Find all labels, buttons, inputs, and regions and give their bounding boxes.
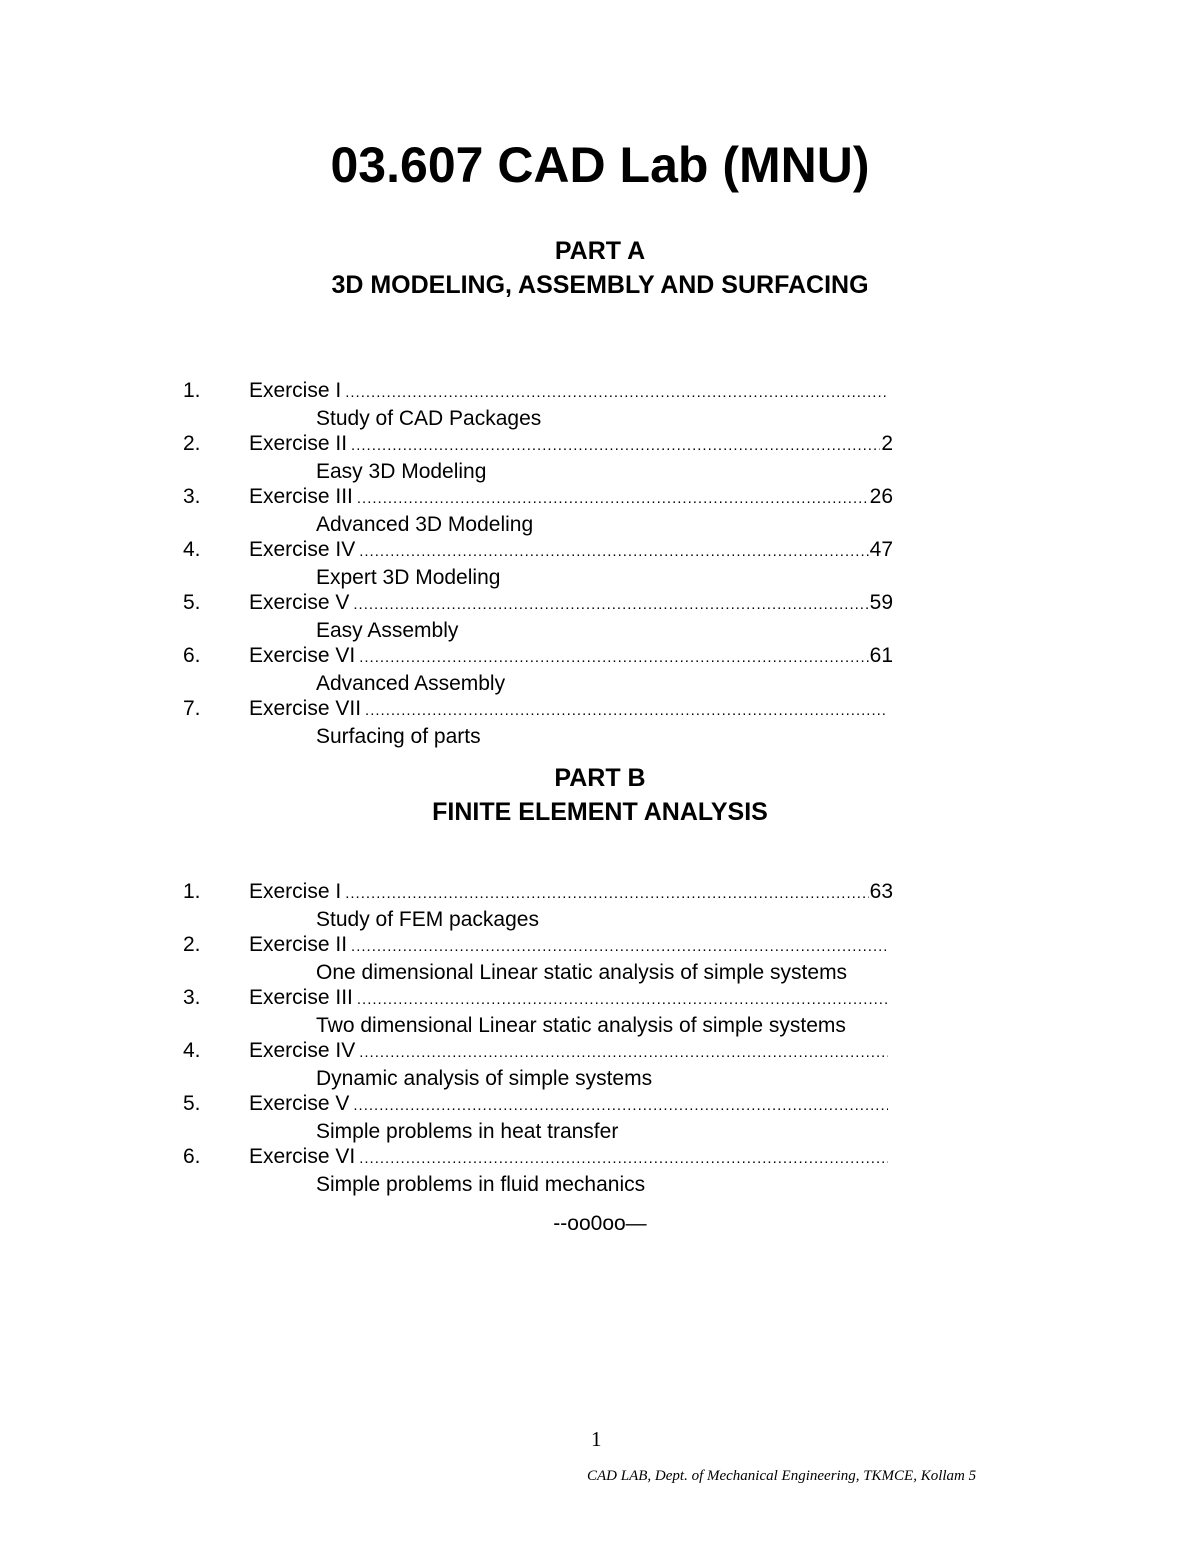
toc-entry-label: Exercise II [249,933,348,956]
toc-entry-number: 7. [183,697,201,720]
toc-dot-leader [353,592,868,618]
toc-entry-description: One dimensional Linear static analysis of simple systems [316,960,848,984]
toc-entry-label: Exercise V [249,591,350,614]
toc-entry [183,643,893,696]
page-number: 1 [591,1427,602,1451]
toc-entry [183,484,893,537]
toc-dot-leader [357,486,869,512]
toc-entry [183,431,893,484]
toc-entry-page: 61 [869,644,893,667]
toc-dot-leader [345,881,868,907]
toc-dot-leader [353,1093,888,1119]
toc-entry-number: 4. [183,1039,201,1062]
toc-entry-description: Simple problems in heat transfer [316,1119,619,1143]
toc-entry-row [183,932,893,960]
part-a-toc [183,378,893,749]
document-title: 03.607 CAD Lab (MNU) [330,137,870,193]
toc-entry-label: Exercise IV [249,1039,356,1062]
toc-dot-leader [345,380,888,406]
page-footer: CAD LAB, Dept. of Mechanical Engineering, TKMCE, Kollam 5 [587,1468,977,1484]
toc-entry-label: Exercise III [249,485,353,508]
toc-dot-leader [359,539,868,565]
toc-entry-label: Exercise VII [249,697,362,720]
toc-entry-row [183,590,893,618]
part-a-heading: PART A [554,237,646,265]
toc-entry [183,1038,893,1091]
toc-entry [183,879,893,932]
toc-entry-page: 26 [869,485,893,508]
toc-entry-row [183,696,893,724]
part-b-subheading: FINITE ELEMENT ANALYSIS [432,798,768,826]
part-a-subheading: 3D MODELING, ASSEMBLY AND SURFACING [331,271,869,299]
toc-dot-leader [351,934,888,960]
toc-entry-row [183,1038,893,1066]
toc-entry-label: Exercise I [249,880,342,903]
toc-entry-row [183,484,893,512]
closing-mark: --oo0oo— [553,1212,647,1235]
toc-entry-number: 1. [183,880,201,903]
toc-entry-row [183,1091,893,1119]
toc-entry-row [183,537,893,565]
toc-entry-number: 1. [183,379,201,402]
toc-entry-page: 2 [881,432,893,455]
toc-entry-page: 63 [869,880,893,903]
toc-entry-number: 4. [183,538,201,561]
toc-entry-label: Exercise II [249,432,348,455]
toc-entry-label: Exercise VI [249,644,356,667]
toc-entry-number: 3. [183,986,201,1009]
toc-entry [183,985,893,1038]
toc-entry [183,1144,893,1197]
toc-entry-description: Expert 3D Modeling [316,565,501,589]
toc-entry-row [183,643,893,671]
toc-entry-row [183,1144,893,1172]
toc-entry-number: 5. [183,591,201,614]
toc-dot-leader [365,698,888,724]
toc-entry [183,590,893,643]
toc-entry-number: 6. [183,644,201,667]
part-b-toc [183,879,893,1197]
toc-entry-page: 59 [869,591,893,614]
toc-entry-description: Simple problems in fluid mechanics [316,1172,646,1196]
toc-entry-label: Exercise IV [249,538,356,561]
toc-entry-description: Easy 3D Modeling [316,459,487,483]
part-b-heading: PART B [554,764,646,792]
toc-entry-description: Advanced Assembly [316,671,506,695]
toc-entry [183,537,893,590]
toc-entry-description: Study of CAD Packages [316,406,542,430]
toc-dot-leader [351,433,880,459]
toc-dot-leader [359,1040,888,1066]
toc-entry-label: Exercise I [249,379,342,402]
toc-entry-description: Surfacing of parts [316,724,481,748]
toc-dot-leader [359,1146,888,1172]
toc-entry-description: Easy Assembly [316,618,459,642]
toc-entry [183,1091,893,1144]
toc-entry-label: Exercise VI [249,1145,356,1168]
toc-entry-label: Exercise V [249,1092,350,1115]
toc-dot-leader [359,645,868,671]
toc-dot-leader [357,987,888,1013]
toc-entry-description: Study of FEM packages [316,907,539,931]
toc-entry-number: 5. [183,1092,201,1115]
toc-entry-number: 3. [183,485,201,508]
toc-entry-description: Advanced 3D Modeling [316,512,534,536]
toc-entry [183,932,893,985]
toc-entry-label: Exercise III [249,986,353,1009]
toc-entry-row [183,985,893,1013]
toc-entry [183,696,893,749]
toc-entry-description: Two dimensional Linear static analysis of simple systems [316,1013,846,1037]
toc-entry-description: Dynamic analysis of simple systems [316,1066,653,1090]
toc-entry-row [183,431,893,459]
toc-entry-number: 2. [183,933,201,956]
toc-entry-number: 2. [183,432,201,455]
toc-entry-page: 47 [869,538,893,561]
toc-entry-row [183,879,893,907]
toc-entry-number: 6. [183,1145,201,1168]
toc-entry-row [183,378,893,406]
toc-entry [183,378,893,431]
